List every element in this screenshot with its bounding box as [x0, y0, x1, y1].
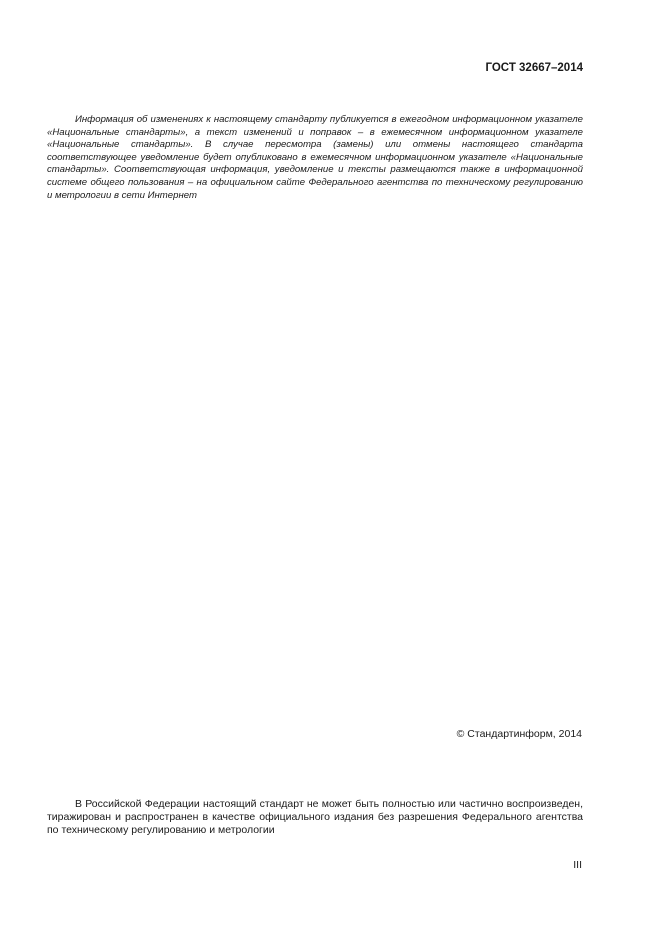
page-number: III	[573, 859, 582, 871]
standard-id-header: ГОСТ 32667–2014	[485, 62, 583, 74]
copyright-notice: © Стандартинформ, 2014	[456, 728, 582, 740]
reproduction-notice: В Российской Федерации настоящий стандарт не может быть полностью или частично воспроизведен, тиражирован и распространен в качестве официального издания без разрешения Федерального агентства по техническому регулированию и метрологии	[47, 798, 583, 836]
info-paragraph: Информация об изменениях к настоящему стандарту публикуется в ежегодном информационном указателе «Национальные стандарты», а текст изменений и поправок – в ежемесячном информационном указателе «Национальные стандарты». В случае пересмотра (замены) или отмены настоящего стандарта соответствующее уведомление будет опубликовано в ежемесячном информационном указателе «Национальные стандарты». Соответствующая информация, уведомление и тексты размещаются также в информационной системе общего пользования – на официальном сайте Федерального агентства по техническому регулированию и метрологии в сети Интернет	[47, 114, 583, 201]
